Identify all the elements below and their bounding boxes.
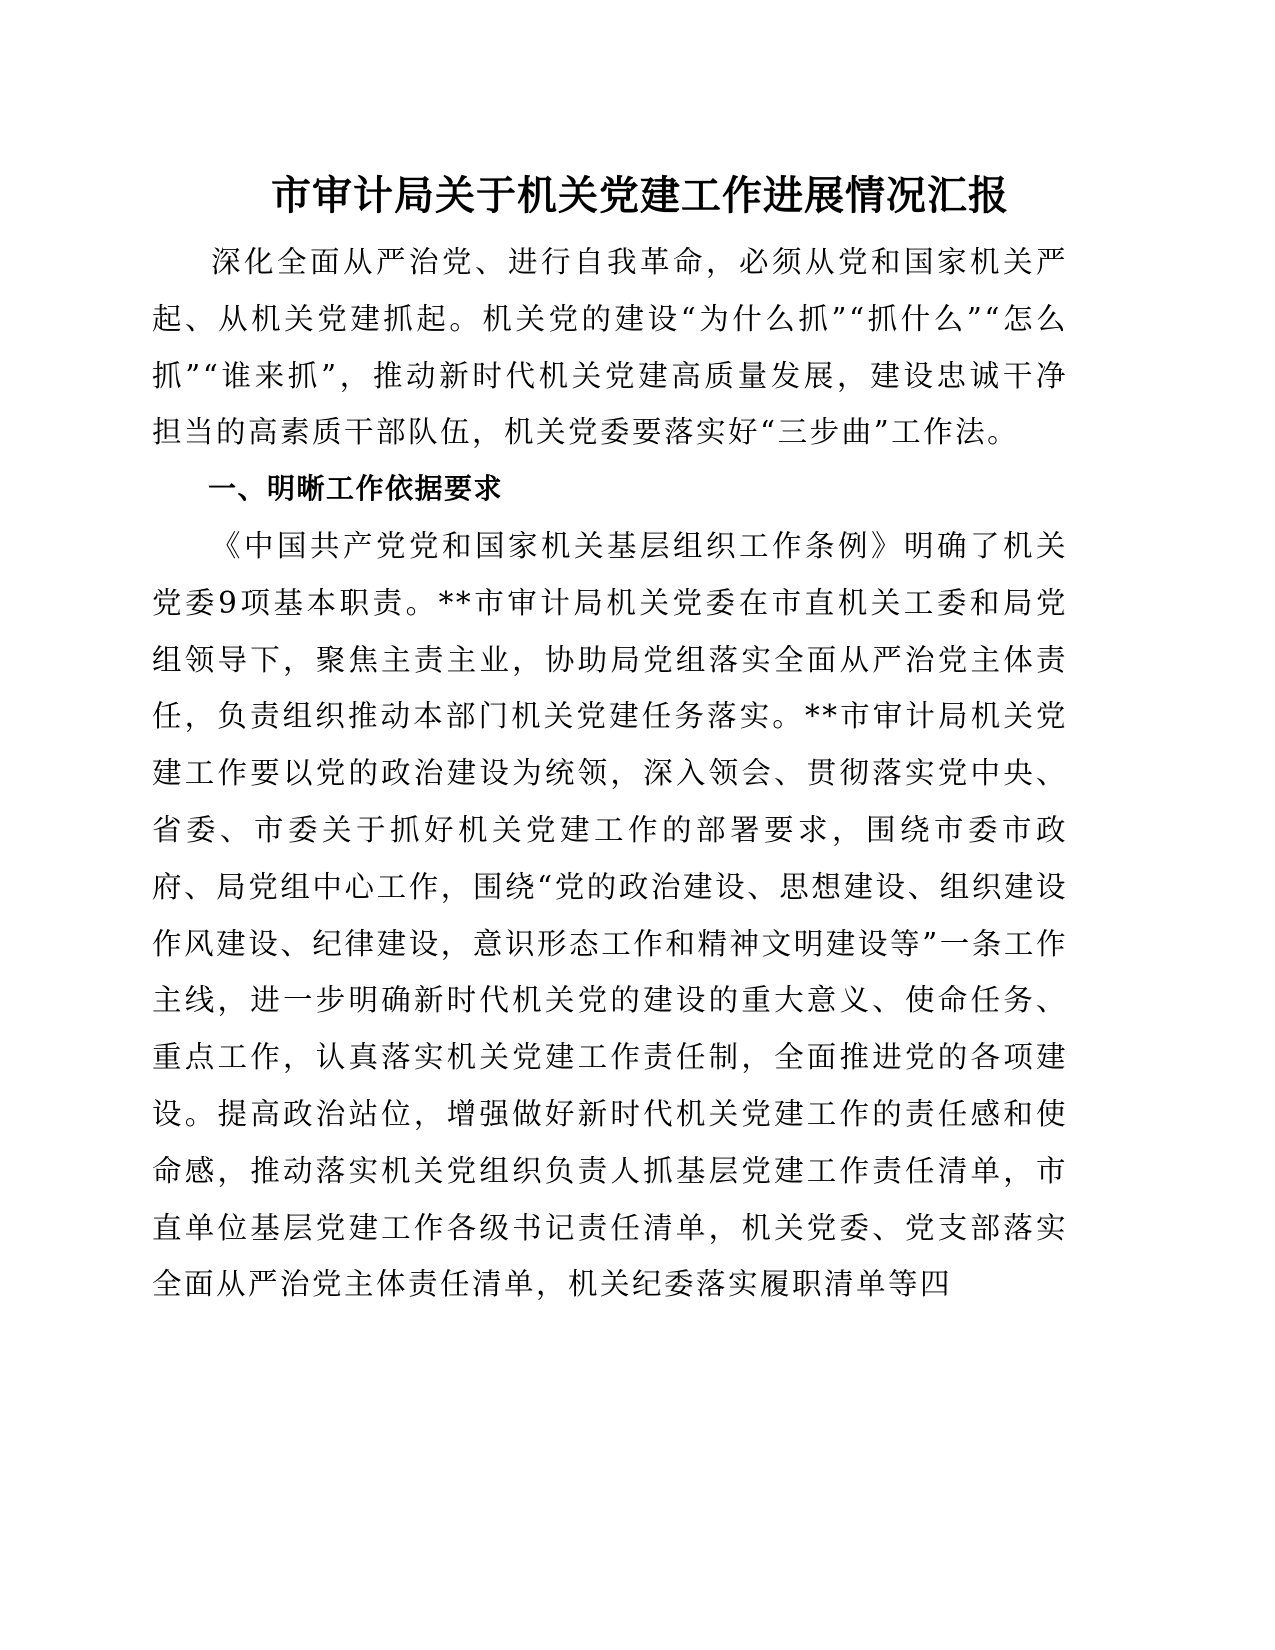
document-body bbox=[152, 234, 1068, 1313]
document-title: 市审计局关于机关党建工作进展情况汇报 bbox=[271, 172, 1009, 219]
intro-paragraph: 深化全面从严治党、进行自我革命，必须从党和国家机关严起、从机关党建抓起。机关党的建设“为什么抓”“抓什么”“怎么抓”“谁来抓”，推动新时代机关党建高质量发展，建设忠诚干净担当的高素质干部队伍，机关党委要落实好“三步曲”工作法。 bbox=[152, 245, 1068, 450]
section-1-paragraph: 《中国共产党党和国家机关基层组织工作条例》明确了机关党委9项基本职责。**市审计局机关党委在市直机关工委和局党组领导下，聚焦主责主业，协助局党组落实全面从严治党主体责任，负责组织推动本部门机关党建任务落实。**市审计局机关党建工作要以党的政治建设为统领，深入领会、贯彻落实党中央、省委、市委关于抓好机关党建工作的部署要求，围绕市委市政府、局党组中心工作，围绕“党的政治建设、思想建设、组织建设作风建设、纪律建设，意识形态工作和精神文明建设等”一条工作主线，进一步明确新时代机关党的建设的重大意义、使命任务、重点工作，认真落实机关党建工作责任制，全面推进党的各项建设。提高政治站位，增强做好新时代机关党建工作的责任感和使命感，推动落实机关党组织负责人抓基层党建工作责任清单，市直单位基层党建工作各级书记责任清单，机关党委、党支部落实全面从严治党主体责任清单，机关纪委落实履职清单等四 bbox=[152, 528, 1068, 1302]
section-1-heading: 一、明晰工作依据要求 bbox=[208, 472, 504, 506]
